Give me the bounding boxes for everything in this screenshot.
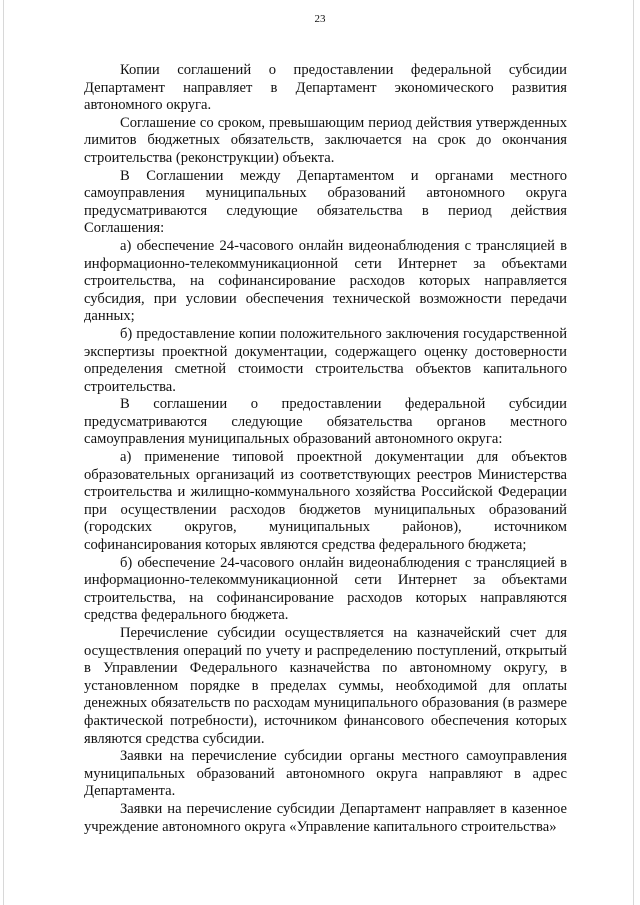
paragraph-federal-obligation-a-typical-design: а) применение типовой проектной документации для объектов образовательных организаций из соответствующих реестров Министерства строительства и жилищно-коммунального хозяйства Российской Федерации при осуществлении расходов бюджетов муниципальных образований (городских округов, муниципальных районов), источником софинансирования которых являются средства федерального бюджета; — [84, 449, 567, 554]
paragraph-requests-municipal: Заявки на перечисление субсидии органы местного самоуправления муниципальных образований автономного округа направляют в адрес Департамента. — [84, 748, 567, 800]
scan-edge-right — [633, 0, 634, 905]
paragraph-requests-department: Заявки на перечисление субсидии Департамент направляет в казенное учреждение автономного округа «Управление капитального строительства» — [84, 800, 567, 835]
page-number: 23 — [314, 13, 326, 25]
paragraph-transfer-of-subsidy: Перечисление субсидии осуществляется на казначейский счет для осуществления операций по учету и распределению поступлений, открытый в Управлении Федерального казначейства по автономному округу, в установленном порядке в пределах суммы, необходимой для оплаты денежных обязательств по расходам муниципального образования (в размере фактической потребности), источником финансового обеспечения которых являются средства субсидии. — [84, 625, 567, 747]
paragraph-obligation-b-expertise: б) предоставление копии положительного заключения государственной экспертизы проектной документации, содержащего оценку достоверности определения сметной стоимости строительства объектов капитального строительства. — [84, 325, 567, 395]
paragraph-agreement-obligations: В Соглашении между Департаментом и органами местного самоуправления муниципальных образований автономного округа предусматриваются следующие обязательства в период действия Соглашения: — [84, 167, 567, 237]
scan-edge-left — [3, 0, 4, 905]
document-body — [84, 62, 567, 836]
paragraph-agreement-term: Соглашение со сроком, превышающим период действия утвержденных лимитов бюджетных обязательств, заключается на срок до окончания строительства (реконструкции) объекта. — [84, 114, 567, 166]
paragraph-copies-of-agreements: Копии соглашений о предоставлении федеральной субсидии Департамент направляет в Департамент экономического развития автономного округа. — [84, 62, 567, 114]
paragraph-federal-subsidy-obligations: В соглашении о предоставлении федеральной субсидии предусматриваются следующие обязательства органов местного самоуправления муниципальных образований автономного округа: — [84, 396, 567, 448]
paragraph-obligation-a-video: а) обеспечение 24-часового онлайн видеонаблюдения с трансляцией в информационно-телекоммуникационной сети Интернет за объектами строительства, на софинансирование расходов которых направляется субсидия, при условии обеспечения технической возможности передачи данных; — [84, 237, 567, 325]
paragraph-federal-obligation-b-video: б) обеспечение 24-часового онлайн видеонаблюдения с трансляцией в информационно-телекоммуникационной сети Интернет за объектами строительства, на софинансирование расходов которых направляются средства федерального бюджета. — [84, 554, 567, 624]
